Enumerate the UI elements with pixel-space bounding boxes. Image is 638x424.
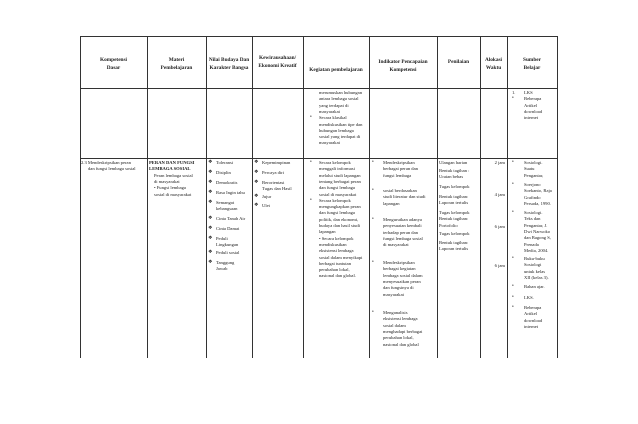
header-nilai-budaya: Nilai Budaya Dan Karakter Bangsa (208, 57, 250, 71)
checkmark-bullet-icon: ❖ (254, 170, 259, 175)
checkmark-bullet-icon: ❖ (208, 170, 213, 175)
checkmark-bullet-icon: ❖ (208, 180, 213, 185)
bullet-icon: • (512, 284, 514, 289)
table-col-line (147, 36, 148, 358)
checkmark-bullet-icon: ❖ (208, 160, 213, 165)
table-border-header-bottom (80, 88, 557, 89)
table-row-divider (80, 158, 557, 159)
checkmark-bullet-icon: ❖ (254, 180, 259, 185)
header-kewirausahaan: Kewirausahaan/ Ekonomi Kreatif (258, 55, 297, 69)
bullet-icon: • (512, 256, 514, 261)
checkmark-bullet-icon: ❖ (254, 194, 259, 199)
bullet-icon: • (512, 182, 514, 187)
table-col-line (480, 36, 481, 358)
header-alokasi-waktu: Alokasi Waktu (484, 57, 503, 71)
bullet-icon: • (512, 160, 514, 165)
checkmark-bullet-icon: ❖ (208, 216, 213, 221)
bullet-icon: • (512, 210, 514, 215)
bullet-icon: • (512, 305, 514, 310)
bullet-icon: • (372, 217, 374, 222)
checkmark-bullet-icon: ❖ (254, 203, 259, 208)
checkmark-bullet-icon: ❖ (208, 190, 213, 195)
table-col-line (303, 36, 304, 358)
bullet-icon: • (512, 295, 514, 300)
bullet-icon: • (310, 197, 312, 203)
table-border-top (80, 36, 557, 37)
bullet-icon: • (372, 310, 374, 315)
table-col-line (80, 36, 81, 358)
bullet-icon: • (372, 260, 374, 265)
table-col-line (206, 36, 207, 358)
checkmark-bullet-icon: ❖ (254, 160, 259, 165)
checkmark-bullet-icon: ❖ (208, 236, 213, 241)
table-col-line (437, 36, 438, 358)
table-col-line (252, 36, 253, 358)
bullet-icon: • (372, 160, 374, 165)
table-col-line (507, 36, 508, 358)
bullet-icon: • (372, 188, 374, 193)
checkmark-bullet-icon: ❖ (208, 226, 213, 231)
table-col-line (369, 36, 370, 358)
bullet-icon: • (512, 96, 514, 102)
bullet-icon: • (310, 160, 312, 165)
header-sumber-belajar: Sumber Belajar (523, 57, 541, 71)
header-materi-pembelajaran: Materi Pembelajaran (160, 57, 193, 71)
table-col-line (557, 36, 558, 358)
header-indikator: Indikator Pencapaian Kompetensi (378, 59, 428, 73)
bullet-icon: • (310, 115, 312, 121)
header-kompetensi-dasar: Kompetensi Dasar (99, 57, 128, 71)
checkmark-bullet-icon: ❖ (208, 250, 213, 255)
header-kegiatan-pembelajaran: Kegiatan pembelajaran (309, 67, 363, 73)
header-penilaian: Penilaian (447, 59, 470, 65)
checkmark-bullet-icon: ❖ (208, 260, 213, 265)
checkmark-bullet-icon: ❖ (208, 200, 213, 205)
